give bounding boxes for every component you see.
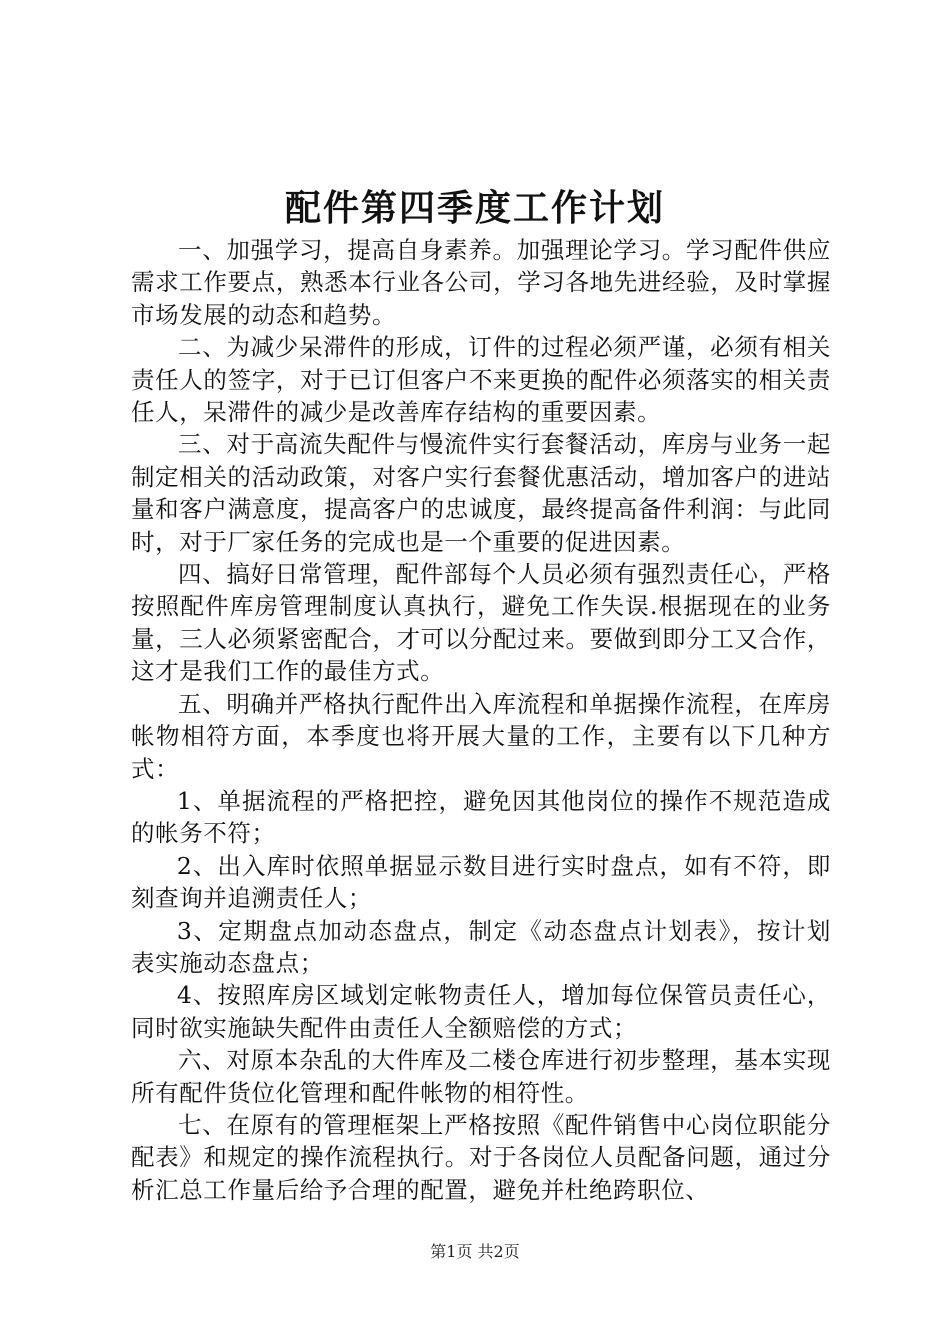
list-item-2: 2、出入库时依照单据显示数目进行实时盘点，如有不符，即刻查询并追溯责任人； [131, 851, 831, 913]
paragraph-1: 一、加强学习，提高自身素养。加强理论学习。学习配件供应需求工作要点，熟悉本行业各公司，学习各地先进经验，及时掌握市场发展的动态和趋势。 [131, 236, 831, 329]
paragraph-4: 四、搞好日常管理，配件部每个人员必须有强烈责任心，严格按照配件库房管理制度认真执行，避免工作失误.根据现在的业务量，三人必须紧密配合，才可以分配过来。要做到即分工又合作，这才是我们工作的最佳方式。 [131, 560, 831, 686]
page-number-footer: 第1页 共2页 [430, 1242, 520, 1261]
paragraph-5: 五、明确并严格执行配件出入库流程和单据操作流程，在库房帐物相符方面，本季度也将开展大量的工作，主要有以下几种方式： [131, 689, 831, 783]
document-body [131, 234, 831, 1206]
document-title: 配件第四季度工作计划 [284, 187, 665, 229]
list-item-3: 3、定期盘点加动态盘点，制定《动态盘点计划表》，按计划表实施动态盘点； [131, 916, 831, 977]
paragraph-6: 六、对原本杂乱的大件库及二楼仓库进行初步整理，基本实现所有配件货位化管理和配件帐物的相符性。 [131, 1046, 831, 1107]
list-item-4: 4、按照库房区域划定帐物责任人，增加每位保管员责任心，同时欲实施缺失配件由责任人全额赔偿的方式； [131, 981, 831, 1042]
list-item-1: 1、单据流程的严格把控，避免因其他岗位的操作不规范造成的帐务不符； [131, 786, 831, 848]
paragraph-3: 三、对于高流失配件与慢流件实行套餐活动，库房与业务一起制定相关的活动政策，对客户实行套餐优惠活动，增加客户的进站量和客户满意度，提高客户的忠诚度，最终提高备件利润：与此同时，对于厂家任务的完成也是一个重要的促进因素。 [131, 430, 831, 556]
paragraph-2: 二、为减少呆滞件的形成，订件的过程必须严谨，必须有相关责任人的签字，对于已订但客户不来更换的配件必须落实的相关责任人，呆滞件的减少是改善库存结构的重要因素。 [131, 333, 831, 427]
paragraph-7: 七、在原有的管理框架上严格按照《配件销售中心岗位职能分配表》和规定的操作流程执行。对于各岗位人员配备问题，通过分析汇总工作量后给予合理的配置，避免并杜绝跨职位、 [131, 1110, 831, 1204]
